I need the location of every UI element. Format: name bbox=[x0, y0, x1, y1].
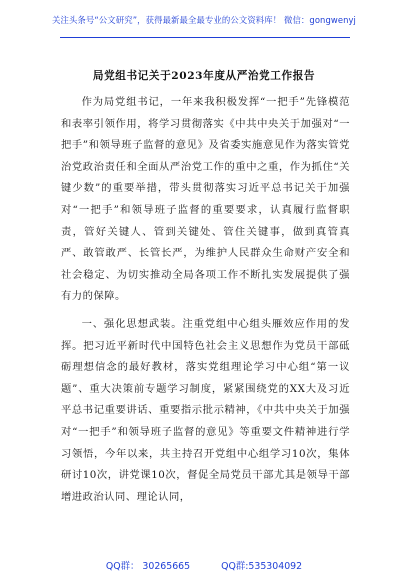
document-title: 局党组书记关于2023年度从严治党工作报告 bbox=[92, 70, 316, 82]
document-body bbox=[61, 92, 350, 508]
footer-contact bbox=[0, 558, 408, 572]
paragraph-intro: 作为局党组书记，一年来我积极发挥“一把手”先锋模范和表率引领作用，将学习贯彻落实《中共中央关于加强对“一把手”和领导班子监督的意见》及省委实施意见作为落实管党治党政治责任和全面从严治党工作的重中之重，作为抓住“关键少数”的重要举措，带头贯彻落实习近平总书记关于加强对“一把手”和领导班子监督的重要要求，认真履行监督职责，管好关键人、管到关键处、管住关键事，做到真管真严、敢管敢严、长管长严，为维护人民群众生命财产安全和社会稳定、为切实推动全局各项工作不断扎实发展提供了强有力的保障。 bbox=[61, 96, 350, 303]
footer-qq-group-2: QQ群:535304092 bbox=[221, 561, 303, 572]
paragraph-section-1: 一、强化思想武装。注重党组中心组头雁效应作用的发挥。把习近平新时代中国特色社会主义思想作为党员干部砥砺理想信念的最好教材，落实党组理论学习中心组“第一议题”、重大决策前专题学习制度，紧紧围绕党的XX大及习近平总书记重要讲话、重要指示批示精神，《中共中央关于加强对“一把手”和领导班子监督的意见》等重要文件精神进行学习领悟，今年以来，共主持召开党组中心组学习10次，集体研讨10次，讲党课10次，督促全局党员干部尤其是领导干部增进政治认同、理论认同， bbox=[61, 317, 350, 503]
header-divider bbox=[60, 37, 350, 38]
footer-qq-group-1: QQ群： 30265665 bbox=[105, 561, 191, 572]
header-banner: 关注头条号“公文研究”，获得最新最全最专业的公文资料库！ 微信：gongwenyj bbox=[52, 15, 356, 25]
